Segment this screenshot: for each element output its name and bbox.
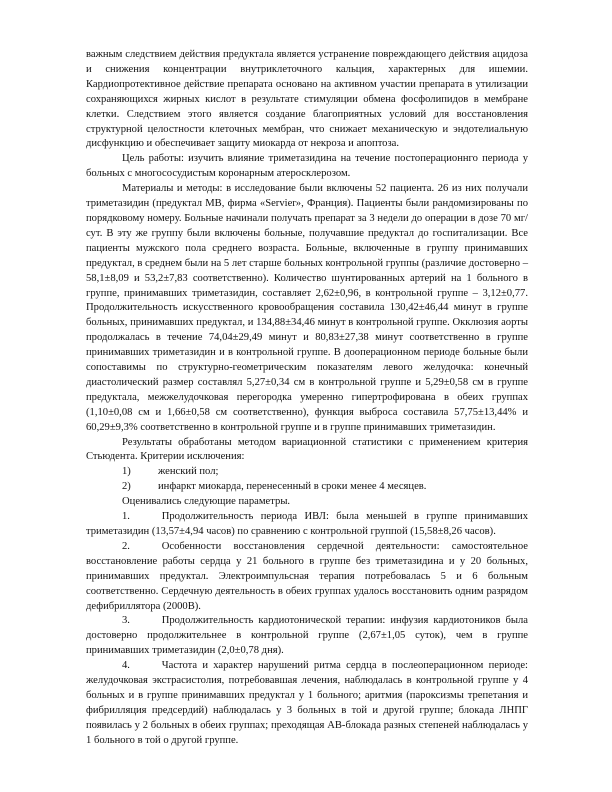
document-page	[86, 48, 528, 749]
parameters-intro: Оценивались следующие параметры.	[122, 496, 291, 508]
parameter-text: Продолжительность кардиотонической терапии: инфузия кардиотоников была достоверно продолжительнее в контрольной группе (2,67±1,05 суток), чем в группе принимавших триметазидин (2,0±0,78 дня).	[86, 615, 528, 657]
aim-paragraph: Цель работы: изучить влияние триметазидина на течение постоперационнго периода у больных с многососудистым коронарным атеросклерозом.	[86, 153, 528, 180]
parameter-number: 2.	[122, 540, 130, 552]
list-item-number: 2)	[122, 481, 131, 493]
parameter-text: Продолжительность периода ИВЛ: была меньшей в группе принимавших триметазидин (13,57±4,94 часов) по сравнению с контрольной группой (15,58±8,26 часов).	[86, 511, 528, 537]
parameter-text: Частота и характер нарушений ритма сердца в послеоперационном периоде: желудочковая экстрасистолия, потребовавшая лечения, наблюдалась в контрольной группе у 4 больных и в группе принимавших предуктал у 1 больного; аритмия (пароксизмы трепетания и фибрилляция предсердий) наблюдалась у 3 больных в той и другой группе; блокада ЛНПГ появилась у 2 больных в обеих группах; преходящая АВ-блокада разных степеней наблюдалась у 1 больного в той о другой группе.	[86, 660, 528, 746]
parameter-text: Особенности восстановления сердечной деятельности: самостоятельное восстановление работы сердца у 21 больного в группе без триметазидина и у 20 больных, принимавших предуктал. Электроимпульсная терапия потребовалась 5 и 6 больным соответственно. Сердечную деятельность в обеих группах удалось восстановить одним разрядом дефибриллятора (2000В).	[86, 540, 528, 612]
intro-paragraph: важным следствием действия предуктала является устранение повреждающего действия ацидоза и снижения концентрации внутриклеточного кальция, характерных для ишемии. Кардиопротективное действие препарата основано на активном участии препарата в утилизации сохраняющихся жирных кислот в результате стимуляции обмена фосфолипидов в мембране клетки. Следствием этого является создание благоприятных условий для восстановления структурной целостности клеточных мембран, что снижает механическую и эндотелиальную дисфункцию и обеспечивает защиту миокарда от некроза и апоптоза.	[86, 49, 528, 150]
parameter-item	[86, 659, 528, 748]
list-item-text: инфаркт миокарда, перенесенный в сроки менее 4 месяцев.	[158, 481, 427, 493]
parameter-number: 3.	[122, 615, 130, 627]
list-item-number: 1)	[122, 466, 131, 478]
list-item-text: женский пол;	[158, 466, 219, 478]
parameter-number: 4.	[122, 660, 130, 672]
parameter-item	[86, 614, 528, 659]
parameter-item	[86, 510, 528, 540]
list-item	[86, 465, 528, 480]
statistics-paragraph: Результаты обработаны методом вариационной статистики с применением критерия Стьюдента. Критерии исключения:	[86, 436, 528, 463]
methods-paragraph: Материалы и методы: в исследование были включены 52 пациента. 26 из них получали триметазидин (предуктал МВ, фирма «Servier», Франция). Пациенты были рандомизированы по порядковому номеру. Больные начинали получать препарат за 3 недели до операции в дозе 70 мг/сут. В эту же группу были включены больные, получавшие предуктал до госпитализации. Все пациенты мужского пола среднего возраста. Больные, включенные в группу принимавших предуктал, в среднем были на 5 лет старше больных контрольной группы (различие достоверно – 58,1±8,09 и 53,2±7,83 соответственно). Количество шунтированных артерий на 1 больного в группе, принимавших триметазидин, составляет 2,62±0,96, в контрольной группе – 3,12±0,77. Продолжительность искусственного кровообращения составила 130,42±46,44 минут в группе больных, принимавших предуктал, и 134,88±34,46 минут в контрольной группе. Окклюзия аорты продолжалась в течение 74,04±29,49 минут и 80,83±27,38 минут соответственно в группе принимавших триметазидин и в контрольной группе. В дооперационном периоде больные были сопоставимы по структурно-геометрическим показателям левого желудочка: конечный диастолический размер составлял 5,27±0,34 см в контрольной группе и 5,29±0,58 см в группе предуктала, межжелудочковая перегородка умеренно гипертрофирована в обеих группах (1,10±0,08 см и 1,66±0,58 см соответственно), функция выброса составила 57,75±13,44% и 60,29±9,3% соответственно в контрольной группе и в группе принимавших триметазидин.	[86, 183, 528, 433]
parameter-item	[86, 540, 528, 615]
parameter-number: 1.	[122, 511, 130, 523]
list-item	[86, 480, 528, 495]
